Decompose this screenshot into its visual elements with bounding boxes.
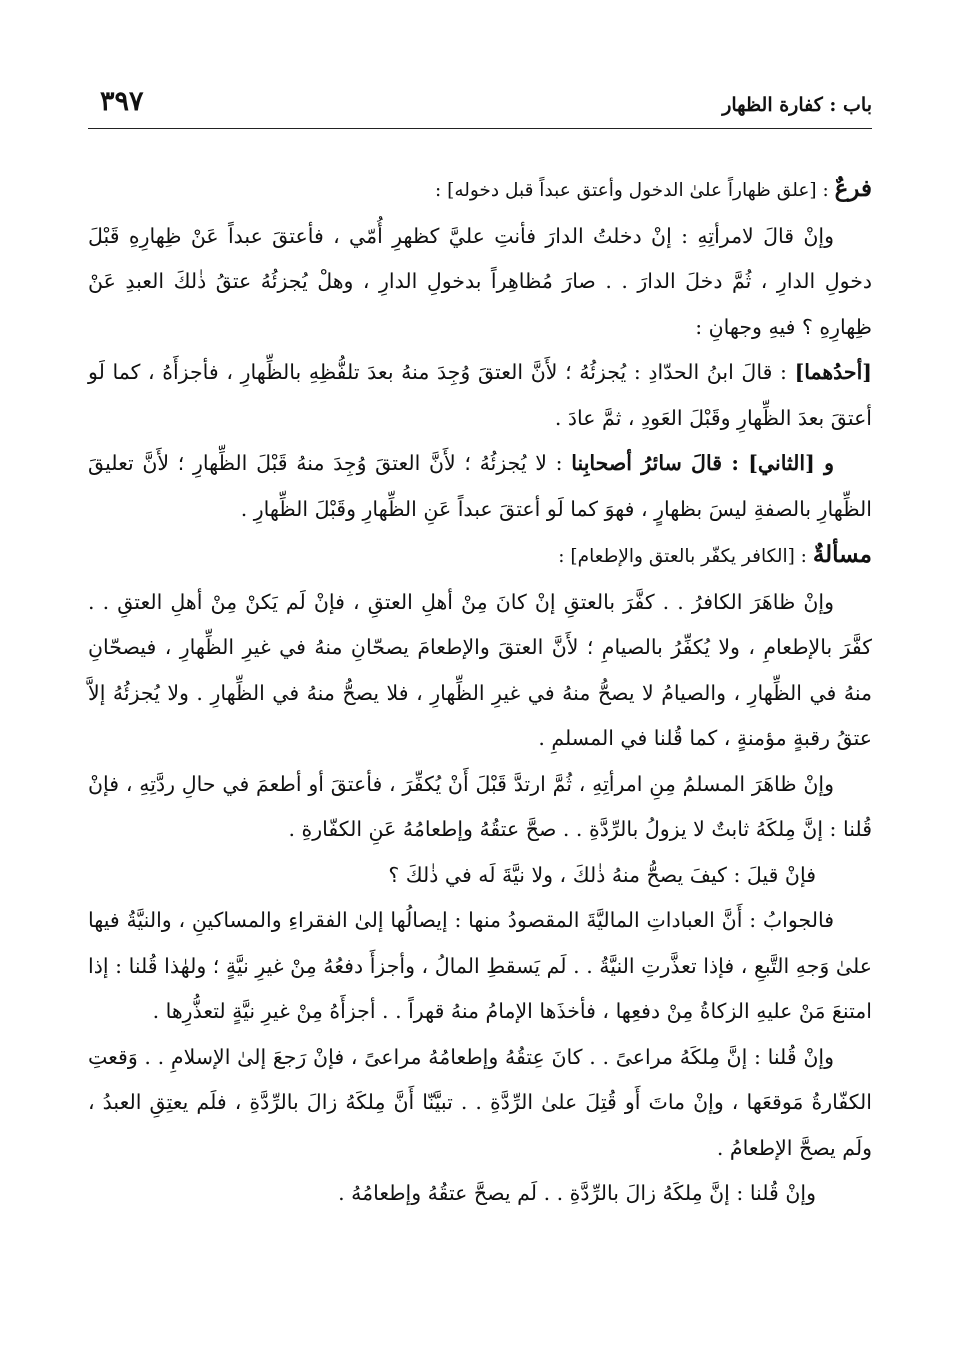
section-heading-far [88,166,872,214]
masala-title: : [الكافر يكفّر بالعتق والإطعام] : [558,546,813,567]
paragraph-label: [أحدُهما] [794,360,872,384]
paragraph: وإنْ قُلنا : إنَّ مِلكَهُ زالَ بالرِّدَّةِ . . لَم يصحَّ عتقُهُ وإطعامُهُ . [338,1181,816,1205]
paragraph-text: : لا يُجزئُهُ ؛ لأَنَّ العتقَ وُجِدَ منهُ قَبْلَ الظِّهارِ ؛ لأَنَّ تعليقَ الظِّهارِ بالصفةِ ليسَ بظهارٍ ، فهوَ كما لَو أعتقَ عبداً عَنِ الظِّهارِ وقَبْلَ الظِّهارِ . [88,451,872,521]
far-title: : [علق ظهاراً علىٰ الدخول وأعتق عبداً قبل دخوله] : [434,180,835,201]
masala-keyword: مسألةٌ [812,541,872,568]
paragraph: وإنْ ظاهَرَ الكافرُ . . كفَّرَ بالعتقِ إنْ كانَ مِنْ أهلِ العتقِ ، فإنْ لَم يَكنْ مِنْ أهلِ العتقِ . . كفَّرَ بالإطعامِ ، ولا يُكفِّرُ بالصيامِ ؛ لأَنَّ العتقَ والإطعامَ يصحّانِ منهُ في غيرِ الظِّهارِ ، فيصحّانِ منهُ في الظِّهارِ ، والصيامُ لا يصحُّ منهُ في غيرِ الظِّهارِ ، فلا يصحُّ منهُ في الظِّهارِ . ولا يُجزئُهُ إلاَّ عتقُ رقبةٍ مؤمنةٍ ، كما قُلنا في المسلمِ . [88,589,872,750]
paragraph: فالجوابُ : أَنَّ العباداتِ الماليَّةَ المقصودُ منها : إيصالُها إلىٰ الفقراءِ والمساكينِ ، والنيَّةُ فيها علىٰ وَجهِ التَّبعِ ، فإذا تعذَّرتِ النيَّةُ . . لَم يَسقطِ المالُ ، وأجزأَ دفعُهُ مِنْ غيرِ نيَّةٍ ؛ ولهٰذا قُلنا : إذا امتنعَ مَنْ عليهِ الزكاةُ مِنْ دفعِها ، فأخذَها الإمامُ منهُ قهراً . . أجزأَهُ مِنْ غيرِ نيَّةٍ لتعذُّرِها . [88,908,872,1023]
paragraph: فإنْ قيلَ : كيفَ يصحُّ منهُ ذٰلكَ ، ولا نيَّةَ لَه في ذٰلكَ ؟ [388,862,816,887]
paragraph-label: و [الثاني] : قالَ سائرُ أصحابِنا [571,451,834,475]
far-keyword: فرعٌ [834,175,872,202]
section-heading-masala [88,532,872,580]
header-rule [88,128,872,129]
paragraph [88,441,872,532]
page-number: ٣٩٧ [100,86,144,117]
paragraph-text: : قالَ ابنُ الحدّادِ : يُجزئُهُ ؛ لأَنَّ العتقَ وُجِدَ منهُ بعدَ تلفُّظِهِ بالظِّهارِ ، فأجزأَهُ ، كما لَو أعتقَ بعدَ الظِّهارِ وقَبْلَ العَودِ ، ثمَّ عادَ . [88,360,872,430]
page-header [88,84,872,124]
paragraph: وإنْ قالَ لامرأتِهِ : إنْ دخلتُ الدارَ فأنتِ عليَّ كظهرِ أُمّي ، فأعتقَ عبداً عَنْ ظِهارِهِ قَبْلَ دخولِ الدارِ ، ثُمَّ دخلَ الدارَ . . صارَ مُظاهِراً بدخولِ الدارِ ، وهلْ يُجزئُهُ عتقُ ذٰلكَ العبدِ عَنْ ظِهارِهِ ؟ فيهِ وجهانِ : [88,223,872,339]
paragraph: وإنْ قُلنا : إنَّ مِلكَهُ مراعىً . . كانَ عِتقُهُ وإطعامُهُ مراعىً ، فإنْ رَجعَ إلىٰ الإسلامِ . . وَقعتِ الكفّارةُ مَوقعَها ، وإنْ ماتَ أَو قُتِلَ علىٰ الرِّدَّةِ . . تبيَّنّا أَنَّ مِلكَهُ زالَ بالرِّدَّةِ ، فلَم يعتِقِ العبدُ ، ولَم يصحَّ الإطعامُ . [88,1044,872,1160]
paragraph [88,350,872,441]
chapter-title: باب : كفارة الظهار [722,94,872,116]
paragraph: وإنْ ظاهَرَ المسلمُ مِنِ امرأتِهِ ، ثُمَّ ارتدَّ قَبْلَ أَنْ يُكفِّرَ ، فأعتقَ أو أطعمَ في حالِ ردَّتِهِ ، فإنْ قُلنا : إنَّ مِلكَهُ ثابتٌ لا يزولُ بالرِّدَّةِ . . صحَّ عتقُهُ وإطعامُهُ عَنِ الكفّارةِ . [88,771,872,841]
page-body [88,166,872,1217]
